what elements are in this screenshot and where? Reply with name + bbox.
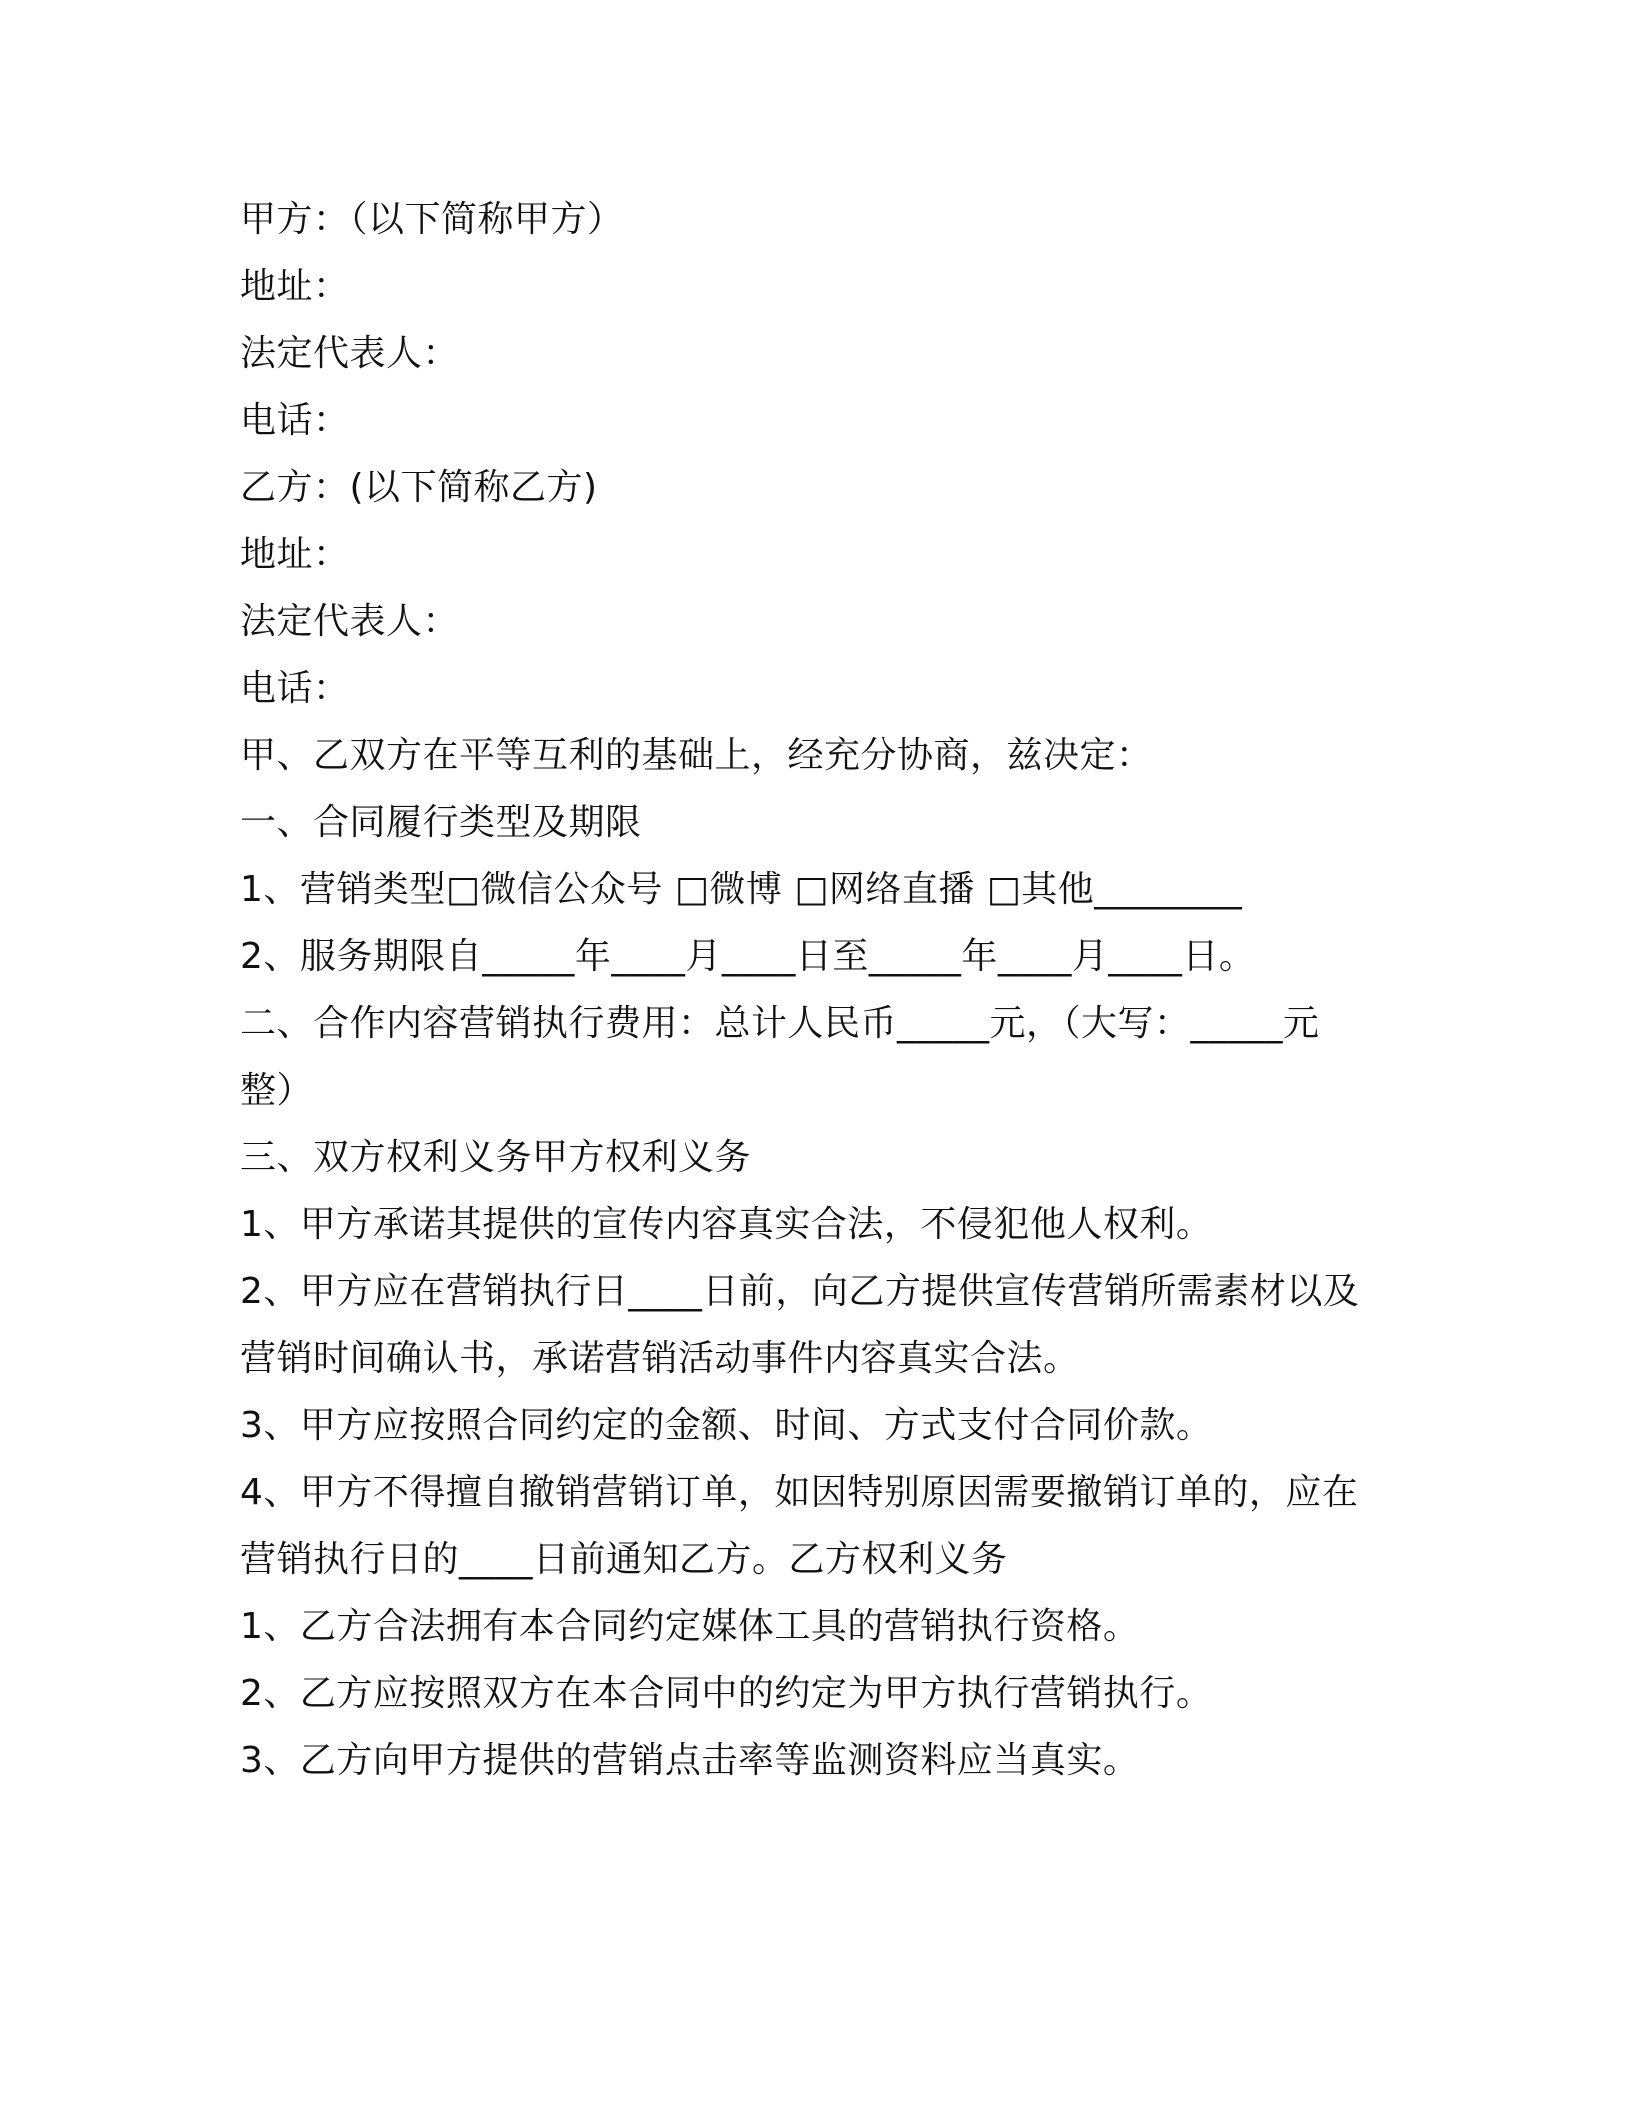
party-b-duty-3: 3、乙方向甲方提供的营销点击率等监测资料应当真实。 — [240, 1740, 1140, 1781]
section-1-heading: 一、合同履行类型及期限 — [240, 802, 642, 843]
party-a-duty-2-line-1: 2、甲方应在营销执行日____日前，向乙方提供宣传营销所需素材以及 — [240, 1271, 1360, 1312]
section-3-heading: 三、双方权利义务甲方权利义务 — [240, 1137, 752, 1178]
party-b-phone: 电话： — [240, 668, 350, 709]
party-a-phone: 电话： — [240, 400, 350, 441]
party-a-duty-2-line-2: 营销时间确认书，承诺营销活动事件内容真实合法。 — [240, 1338, 1080, 1379]
party-a-duty-3: 3、甲方应按照合同约定的金额、时间、方式支付合同价款。 — [240, 1405, 1213, 1446]
party-a-legal-rep: 法定代表人： — [240, 333, 460, 374]
party-b-address: 地址： — [240, 534, 350, 575]
document-body — [240, 186, 1400, 1794]
party-a-line: 甲方：（以下简称甲方） — [240, 199, 624, 240]
section-2-line-1: 二、合作内容营销执行费用：总计人民币_____元，（大写：_____元 — [240, 1003, 1320, 1044]
party-a-duty-1: 1、甲方承诺其提供的宣传内容真实合法，不侵犯他人权利。 — [240, 1204, 1213, 1245]
section-1-item-2: 2、服务期限自_____年____月____日至_____年____月____日。 — [240, 936, 1256, 977]
party-a-address: 地址： — [240, 266, 350, 307]
section-2-line-2: 整） — [240, 1070, 314, 1111]
party-b-legal-rep: 法定代表人： — [240, 601, 460, 642]
party-b-duty-2: 2、乙方应按照双方在本合同中的约定为甲方执行营销执行。 — [240, 1673, 1213, 1714]
party-b-duty-1: 1、乙方合法拥有本合同约定媒体工具的营销执行资格。 — [240, 1606, 1140, 1647]
party-a-duty-4-line-1: 4、甲方不得擅自撤销营销订单，如因特别原因需要撤销订单的，应在 — [240, 1472, 1359, 1513]
agreement-intro: 甲、乙双方在平等互利的基础上，经充分协商，兹决定： — [240, 735, 1153, 776]
party-a-duty-4-line-2: 营销执行日的____日前通知乙方。乙方权利义务 — [240, 1539, 1008, 1580]
section-1-item-1: 1、营销类型□微信公众号 □微博 □网络直播 □其他________ — [240, 869, 1243, 910]
party-b-line: 乙方：(以下简称乙方) — [240, 467, 598, 508]
